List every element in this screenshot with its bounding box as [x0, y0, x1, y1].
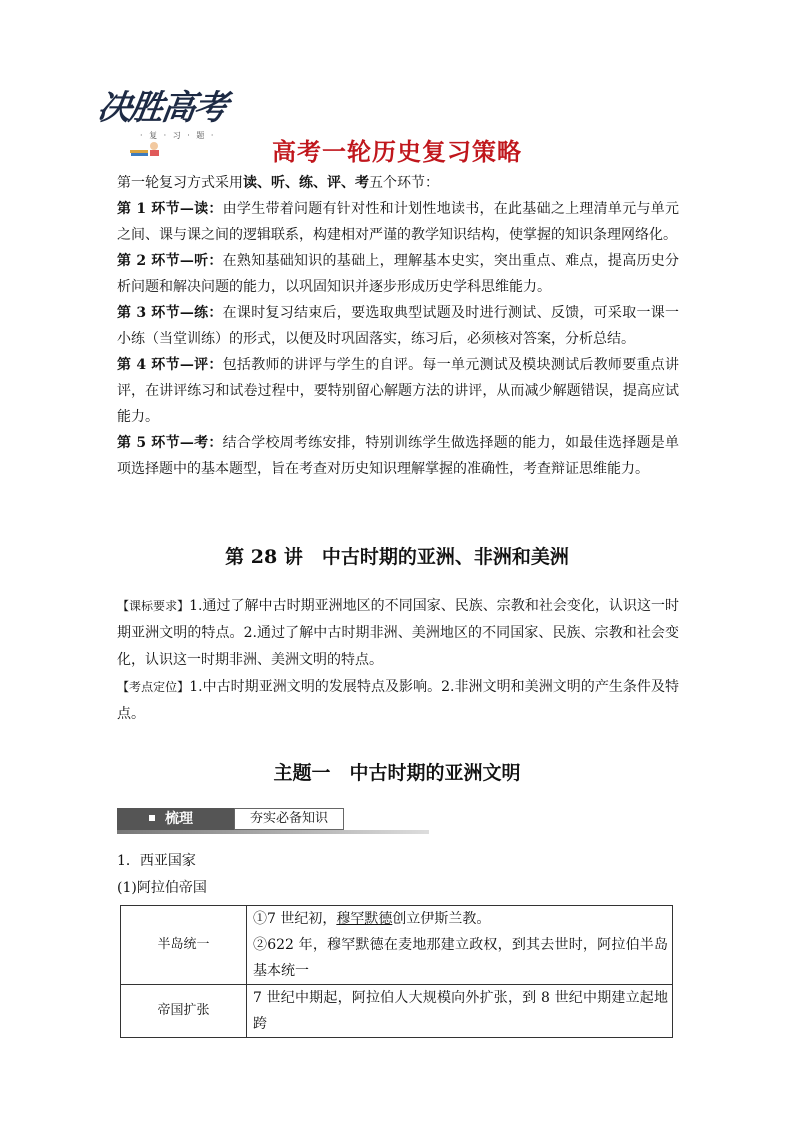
lecture-title: 第 28 讲 中古时期的亚洲、非洲和美洲 [225, 546, 569, 568]
logo-text: 决胜高考 [94, 88, 229, 128]
requirements-block [117, 593, 679, 728]
step-label: 第 2 环节—听： [117, 253, 223, 269]
banner-underline [117, 830, 429, 834]
step-label: 第 3 环节—练： [117, 305, 223, 321]
step-paragraph [117, 196, 679, 248]
table-row-body: 7 世纪中期起，阿拉伯人大规模向外扩张，到 8 世纪中期建立起地跨 [247, 985, 673, 1038]
step-paragraph [117, 430, 679, 482]
exam-points [117, 674, 679, 728]
intro-prefix: 第一轮复习方式采用 [117, 175, 243, 191]
table-row [121, 985, 673, 1038]
theme-title: 主题一 中古时期的亚洲文明 [273, 762, 521, 784]
table-line: ②622 年，穆罕默德在麦地那建立政权，到其去世时，阿拉伯半岛基本统一 [253, 937, 668, 979]
step-label: 第 4 环节—评： [117, 357, 223, 373]
exam-points-label: 【考点定位】 [117, 680, 190, 694]
underlined-term: 穆罕默德 [336, 911, 393, 927]
banner-dark-label: 梳理 [165, 811, 193, 827]
line-text: ①7 世纪初， [253, 911, 337, 927]
subsection-heading: (1)阿拉伯帝国 [117, 880, 207, 896]
section-banner [117, 808, 429, 832]
requirements-label: 【课标要求】 [117, 599, 190, 613]
banner-dark [117, 808, 234, 830]
step-text: 在课时复习结束后，要选取典型试题及时进行测试、反馈，可采取一课一小练（当堂训练）的形式，以便及时巩固落实，练习后，必须核对答案，分析总结。 [117, 305, 680, 347]
section-heading: 1．西亚国家 [117, 853, 196, 869]
exam-points-text: 1.中古时期亚洲文明的发展特点及影响。2.非洲文明和美洲文明的产生条件及特点。 [117, 679, 679, 722]
step-label: 第 1 环节—读： [117, 201, 223, 217]
intro-line [117, 170, 679, 196]
step-paragraph [117, 300, 679, 352]
table-row-head: 帝国扩张 [121, 985, 247, 1038]
line-text: 创立伊斯兰教。 [392, 911, 491, 927]
logo-subtitle: · 复 · 习 · 题 · [140, 131, 216, 140]
table-row-body [247, 906, 673, 985]
table-row-head: 半岛统一 [121, 906, 247, 985]
step-paragraph [117, 352, 679, 430]
step-text: 由学生带着问题有针对性和计划性地读书，在此基础之上理清单元与单元之间、课与课之间的逻辑联系，构建相对严谨的教学知识结构，使掌握的知识条理网络化。 [117, 201, 680, 243]
step-label: 第 5 环节—考： [117, 435, 223, 451]
step-text: 在熟知基础知识的基础上，理解基本史实，突出重点、难点，提高历史分析问题和解决问题的能力，以巩固知识并逐步形成历史学科思维能力。 [117, 253, 680, 295]
square-icon [149, 815, 155, 821]
intro-suffix: 五个环节： [369, 175, 439, 191]
table-row [121, 906, 673, 985]
table-line [253, 906, 668, 932]
step-text: 包括教师的讲评与学生的自评。每一单元测试及模块测试后教师要重点讲评，在讲评练习和试卷过程中，要特别留心解题方法的讲评，从而减少解题错误，提高应试能力。 [117, 357, 680, 425]
requirements-text: 1.通过了解中古时期亚洲地区的不同国家、民族、宗教和社会变化，认识这一时期亚洲文明的特点。2.通过了解中古时期非洲、美洲地区的不同国家、民族、宗教和社会变化，认识这一时期非洲、美洲文明的特点。 [117, 598, 679, 668]
arab-empire-table [120, 905, 673, 1038]
banner-light: 夯实必备知识 [234, 808, 344, 830]
step-paragraph [117, 248, 679, 300]
page-title: 高考一轮历史复习策略 [272, 138, 522, 166]
strategy-section [117, 170, 679, 482]
curriculum-requirements [117, 593, 679, 674]
step-text: 结合学校周考练安排，特别训练学生做选择题的能力，如最佳选择题是单项选择题中的基本题型，旨在考查对历史知识理解掌握的准确性，考查辩证思维能力。 [117, 435, 680, 477]
intro-terms: 读、听、练、评、考 [243, 175, 369, 191]
